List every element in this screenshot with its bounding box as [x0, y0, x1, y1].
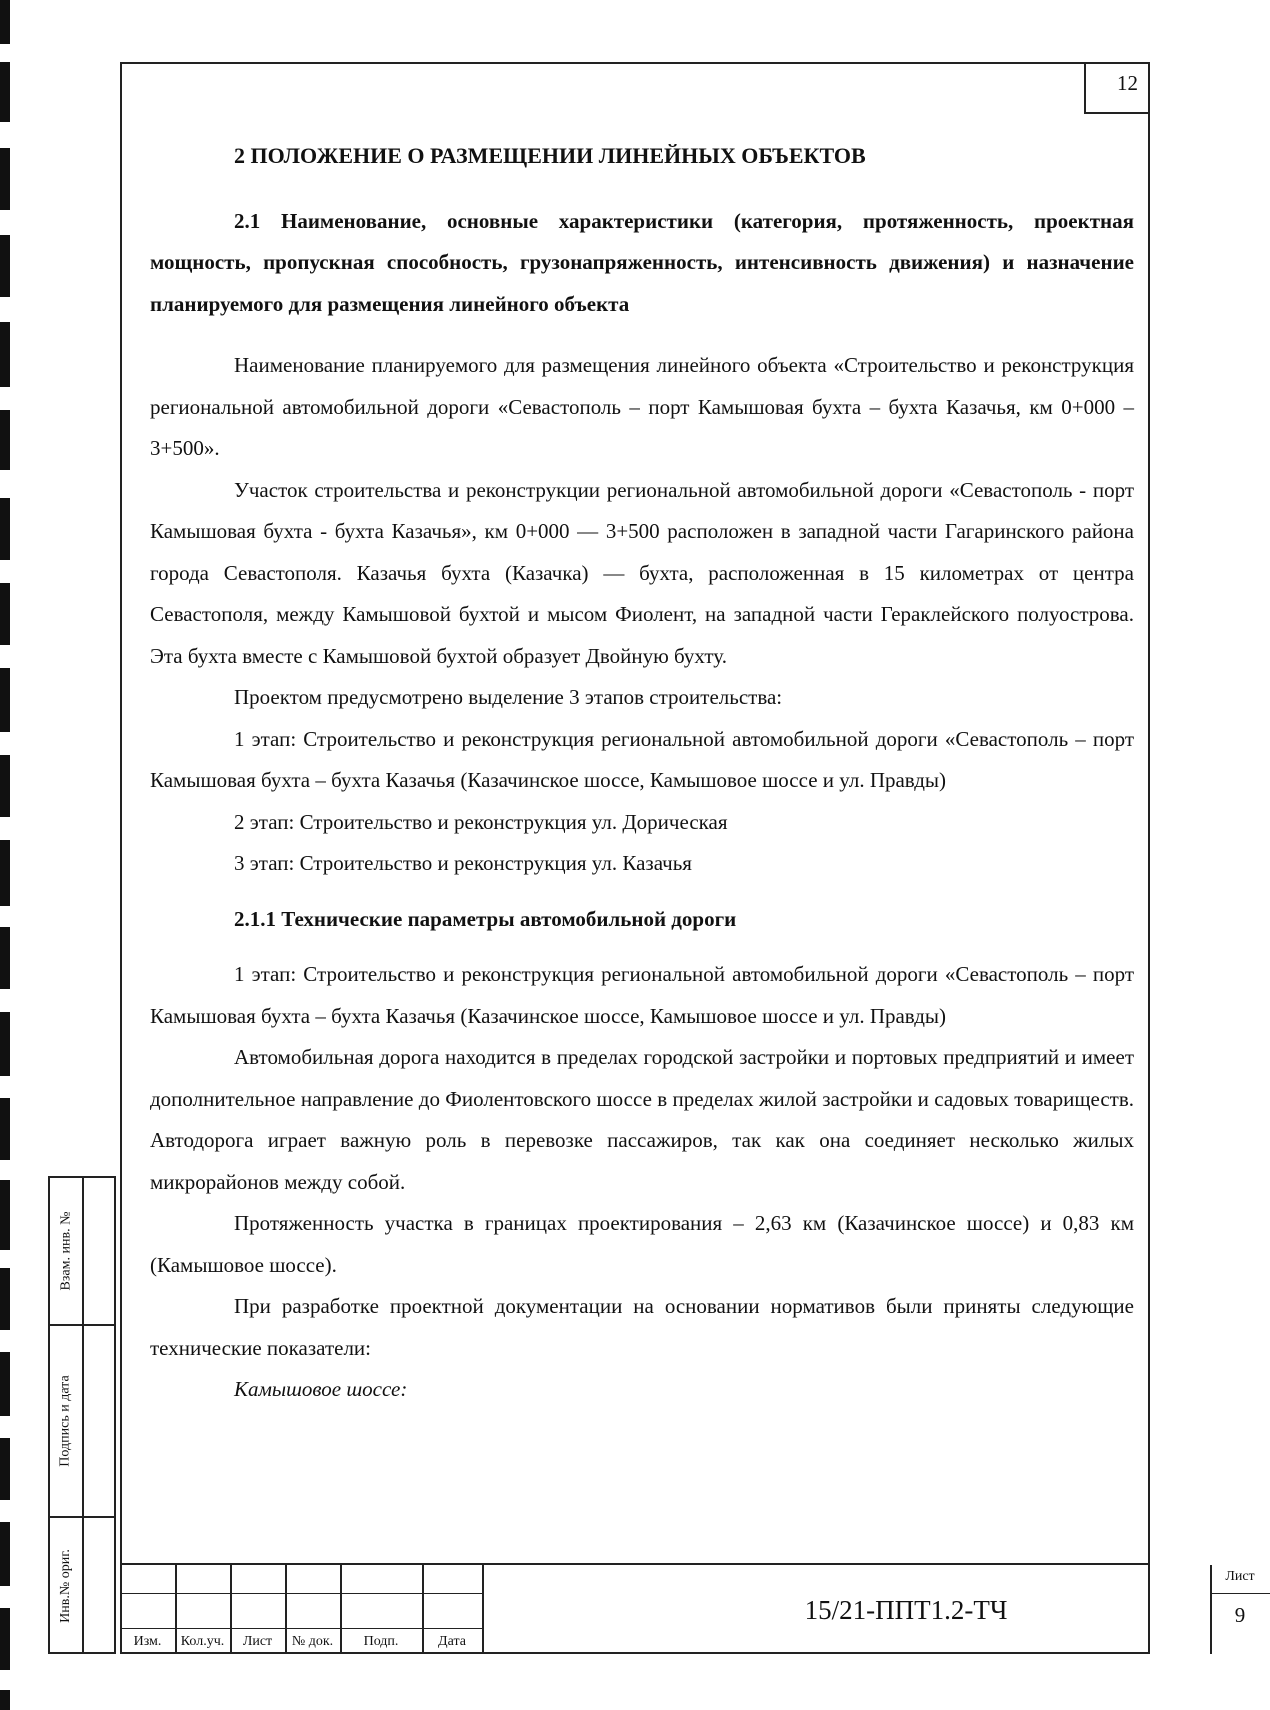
tb-header-list: Лист — [242, 1634, 273, 1649]
side-label-inv: Инв.№ ориг. — [58, 1549, 74, 1623]
section-heading: 2 ПОЛОЖЕНИЕ О РАЗМЕЩЕНИИ ЛИНЕЙНЫХ ОБЪЕКТОВ — [234, 143, 866, 168]
paragraph: Протяженность участка в границах проектирования – 2,63 км (Казачинское шоссе) и 0,83 км (Камышовое шоссе). — [150, 1211, 1134, 1277]
paragraph: При разработке проектной документации на основании нормативов были приняты следующие технические показатели: — [150, 1294, 1134, 1360]
paragraph: Наименование планируемого для размещения линейного объекта «Строительство и реконструкция региональной автомобильной дороги «Севастополь – порт Камышовая бухта – бухта Казачья, км 0+000 – 3+500». — [150, 353, 1134, 460]
side-cell-vzam — [50, 1178, 114, 1326]
side-label-podpis: Подпись и дата — [58, 1375, 74, 1467]
paragraph: Участок строительства и реконструкции региональной автомобильной дороги «Севастополь - порт Камышовая бухта - бухта Казачья», км 0+000 — 3+500 расположен в западной части Гагаринского района города Севастополя. Казачья бухта (Казачка) — бухта, расположенная в 15 километрах от центра Севастополя, между Камышовой бухтой и мысом Фиолент, на западной части Гераклейского полуострова. Эта бухта вместе с Камышовой бухтой образует Двойную бухту. — [150, 477, 1134, 668]
side-label-vzam: Взам. инв. № — [58, 1211, 73, 1291]
top-page-number: 12 — [1084, 62, 1150, 114]
paragraph: 2 этап: Строительство и реконструкция ул. Дорическая — [234, 809, 728, 834]
document-body — [150, 135, 1134, 1411]
paragraph: 3 этап: Строительство и реконструкция ул. Казачья — [234, 851, 692, 875]
sheet-label: Лист — [1225, 1569, 1255, 1584]
tb-header-data: Дата — [438, 1634, 466, 1649]
side-cell-podpis — [50, 1326, 114, 1518]
tb-header-izm: Изм. — [133, 1634, 162, 1649]
paragraph: 1 этап: Строительство и реконструкция региональной автомобильной дороги «Севастополь – порт Камышовая бухта – бухта Казачья (Казачинское шоссе, Камышовое шоссе и ул. Правды) — [150, 962, 1134, 1028]
italic-label: Камышовое шоссе: — [234, 1377, 408, 1401]
paragraph: 1 этап: Строительство и реконструкция региональной автомобильной дороги «Севастополь – порт Камышовая бухта – бухта Казачья (Казачинское шоссе, Камышовое шоссе и ул. Правды) — [150, 726, 1134, 792]
document-code: 15/21-ППТ1.2-ТЧ — [804, 1595, 1008, 1625]
tb-header-kolu: Кол.уч. — [180, 1634, 225, 1649]
subsubsection-heading: 2.1.1 Технические параметры автомобильной дороги — [234, 906, 737, 931]
paragraph: Проектом предусмотрено выделение 3 этапов строительства: — [234, 685, 783, 709]
paragraph: Автомобильная дорога находится в пределах городской застройки и портовых предприятий и имеет дополнительное направление до Фиолентовского шоссе в пределах жилой застройки и садовых товариществ. Автодорога играет важную роль в перевозке пассажиров, так как она соединяет несколько жилых микрорайонов между собой. — [150, 1045, 1134, 1194]
subsection-heading: 2.1 Наименование, основные характеристики (категория, протяженность, проектная мощность, пропускная способность, грузонапряженность, интенсивность движения) и назначение планируемого для размещения линейного объекта — [150, 208, 1134, 316]
side-cell-inv — [50, 1518, 114, 1654]
tb-header-podp: Подп. — [363, 1634, 399, 1649]
side-stamp — [48, 1176, 116, 1654]
title-block — [120, 1563, 1255, 1654]
sheet-number: 9 — [1234, 1603, 1246, 1627]
tb-header-ndok: № док. — [291, 1634, 334, 1649]
